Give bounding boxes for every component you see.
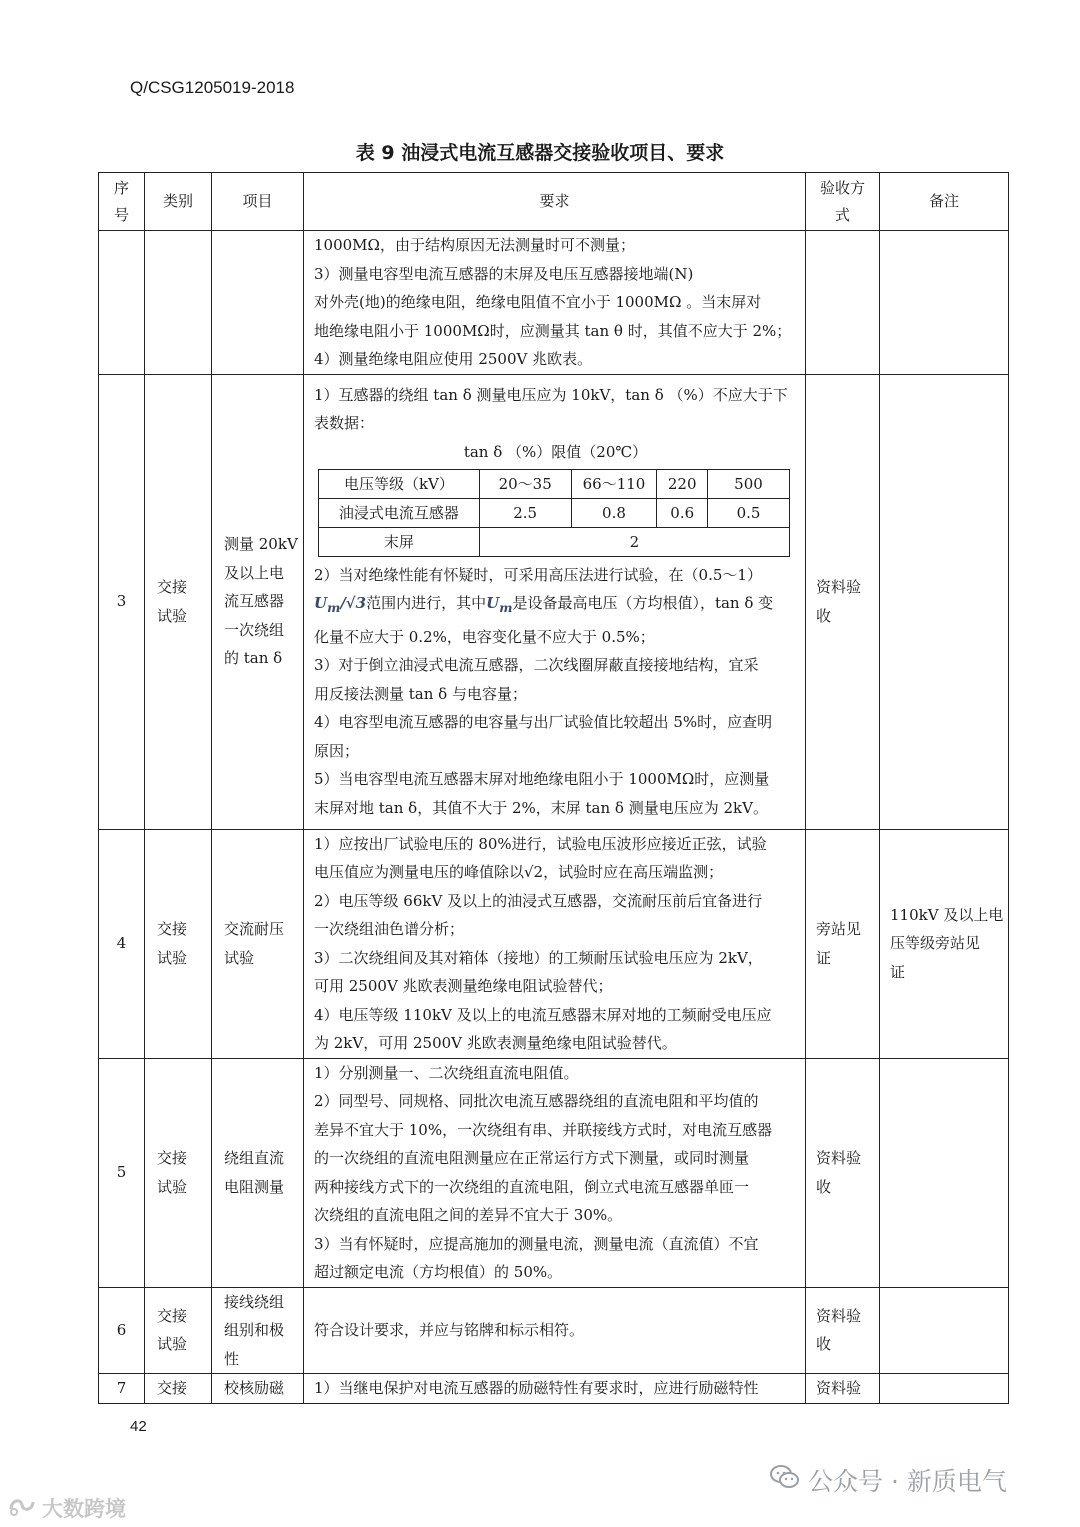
row-note: [880, 1374, 1009, 1404]
row-serial: 4: [99, 829, 145, 1058]
row-note: [880, 374, 1009, 829]
table-row: [99, 231, 1009, 375]
limit-cell: 20～35: [479, 469, 571, 498]
limit-cell: 0.6: [657, 498, 708, 527]
row-item: 测量 20kV 及以上电 流互感器 一次绕组 的 tan δ: [212, 374, 304, 829]
row-method: 资料验 收: [806, 1287, 880, 1374]
row-item: 交流耐压 试验: [212, 829, 304, 1058]
row-requirement: 1）当继电保护对电流互感器的励磁特性有要求时，应进行励磁特性: [304, 1374, 806, 1404]
limit-header-row: [319, 469, 790, 498]
table-row: [99, 829, 1009, 1058]
row-serial: 6: [99, 1287, 145, 1374]
limit-oil-row: [319, 498, 790, 527]
row-category: 交接 试验: [145, 1287, 212, 1374]
row-note: [880, 231, 1009, 375]
page-number: 42: [130, 1418, 147, 1435]
row-requirement: 1000MΩ，由于结构原因无法测量时可不测量； 3）测量电容型电流互感器的末屏及电压互感器接地端(N) 对外壳(地)的绝缘电阻，绝缘电阻值不宜小于 1000MΩ 。当末屏对 地绝缘电阻小于 1000MΩ时，应测量其 tan θ 时，其值不应大于 2%； 4）测量绝缘电阻应使用 2500V 兆欧表。: [304, 231, 806, 375]
row-method: [806, 231, 880, 375]
formula-u-symbol: $U_m$: [314, 594, 341, 616]
row-method: 资料验 收: [806, 374, 880, 829]
header-method: 验收方 式: [806, 173, 880, 231]
row-item: 接线绕组 组别和极 性: [212, 1287, 304, 1374]
limit-cell: 电压等级（kV）: [319, 469, 480, 498]
limit-cell: 油浸式电流互感器: [319, 498, 480, 527]
row-category: 交接 试验: [145, 374, 212, 829]
table-row: [99, 1287, 1009, 1374]
limit-cell: 2.5: [479, 498, 571, 527]
row-category: 交接: [145, 1374, 212, 1404]
row-method: 资料验 收: [806, 1058, 880, 1287]
header-serial: 序 号: [99, 173, 145, 231]
table-title: 表 9 油浸式电流互感器交接验收项目、要求: [355, 142, 725, 164]
row-category: 交接 试验: [145, 1058, 212, 1287]
row-serial: 5: [99, 1058, 145, 1287]
row-item: [212, 231, 304, 375]
row-category: 交接 试验: [145, 829, 212, 1058]
header-category: 类别: [145, 173, 212, 231]
limit-cell: 220: [657, 469, 708, 498]
row-note: [880, 1287, 1009, 1374]
limit-cell: 2: [479, 527, 789, 556]
limit-table-caption: tan δ （%）限值（20℃）: [463, 442, 648, 461]
wechat-icon: [770, 1464, 800, 1496]
limit-cell: 66～110: [571, 469, 657, 498]
table-row: [99, 374, 1009, 829]
row-requirement: 1）互感器的绕组 tan δ 测量电压应为 10kV，tan δ （%）不应大于下 表数据： tan δ （%）限值（20℃） 电压等级（kV） 20～35 66～110 220 500 油浸式电流互感器 2.5 0.8 0.6 0.5 末屏 2 2）当对绝缘性能有怀疑时，可采用高压法进行试验，在（0.5～1） $U_m/√3$范围内进行，其中$U_m$是设备最高电压（方均根值），tan δ 变 化量不应大于 0.2%，电容变化量不应大于 0.5%； 3）对于倒立油浸式电流互感器，二次线圈屏蔽直接接地结构，宜采 用反接法测量 tan δ 与电容量； 4）电容型电流互感器的电容量与出厂试验值比较超出 5%时，应查明 原因； 5）当电容型电流互感器末屏对地绝缘电阻小于 1000MΩ时，应测量 末屏对地 tan δ，其值不大于 2%，末屏 tan δ 测量电压应为 2kV。: [304, 374, 806, 829]
formula-sqrt3: /√3: [340, 594, 367, 613]
row-method: 资料验: [806, 1374, 880, 1404]
row-requirement: 1）应按出厂试验电压的 80%进行，试验电压波形应接近正弦，试验 电压值应为测量电压的峰值除以√2，试验时应在高压端监测； 2）电压等级 66kV 及以上的油浸式互感器，交流耐压前后宜备进行 一次绕组油色谱分析； 3）二次绕组间及其对箱体（接地）的工频耐压试验电压应为 2kV， 可用 2500V 兆欧表测量绝缘电阻试验替代； 4）电压等级 110kV 及以上的电流互感器末屏对地的工频耐受电压应 为 2kV，可用 2500V 兆欧表测量绝缘电阻试验替代。: [304, 829, 806, 1058]
limit-cell: 500: [708, 469, 790, 498]
row-requirement: 1）分别测量一、二次绕组直流电阻值。 2）同型号、同规格、同批次电流互感器绕组的直流电阻和平均值的 差异不宜大于 10%，一次绕组有串、并联接线方式时，对电流互感器 的一次绕组的直流电阻测量应在正常运行方式下测量，或同时测量 两种接线方式下的一次绕组的直流电阻，倒立式电流互感器单匝一 次绕组的直流电阻之间的差异不宜大于 30%。 3）当有怀疑时，应提高施加的测量电流，测量电流（直流值）不宜 超过额定电流（方均根值）的 50%。: [304, 1058, 806, 1287]
row-note: 110kV 及以上电 压等级旁站见 证: [880, 829, 1009, 1058]
limit-end-screen-row: [319, 527, 790, 556]
row-note: [880, 1058, 1009, 1287]
table-header-row: [99, 173, 1009, 231]
formula-u-symbol: $U_m$: [486, 594, 513, 616]
brand-logo-icon: [8, 1495, 36, 1522]
watermark-wechat: 公众号 · 新质电气: [770, 1462, 1007, 1498]
table-row: [99, 1374, 1009, 1404]
header-note: 备注: [880, 173, 1009, 231]
row-serial: [99, 231, 145, 375]
row-requirement: 符合设计要求，并应与铭牌和标示相符。: [304, 1287, 806, 1374]
row-method: 旁站见 证: [806, 829, 880, 1058]
header-item: 项目: [212, 173, 304, 231]
row-serial: 3: [99, 374, 145, 829]
formula-line: $U_m/√3$范围内进行，其中$U_m$是设备最高电压（方均根值），tan δ 变: [314, 594, 774, 616]
limit-cell: 0.5: [708, 498, 790, 527]
limit-cell: 末屏: [319, 527, 480, 556]
watermark-brand: 大数跨境: [8, 1493, 126, 1523]
tan-delta-limit-table: [318, 469, 790, 557]
header-requirement: 要求: [304, 173, 806, 231]
acceptance-table: [98, 172, 1009, 1404]
document-code: Q/CSG1205019-2018: [130, 78, 295, 97]
limit-cell: 0.8: [571, 498, 657, 527]
row-item: 校核励磁: [212, 1374, 304, 1404]
row-serial: 7: [99, 1374, 145, 1404]
table-row: [99, 1058, 1009, 1287]
row-item: 绕组直流 电阻测量: [212, 1058, 304, 1287]
row-category: [145, 231, 212, 375]
